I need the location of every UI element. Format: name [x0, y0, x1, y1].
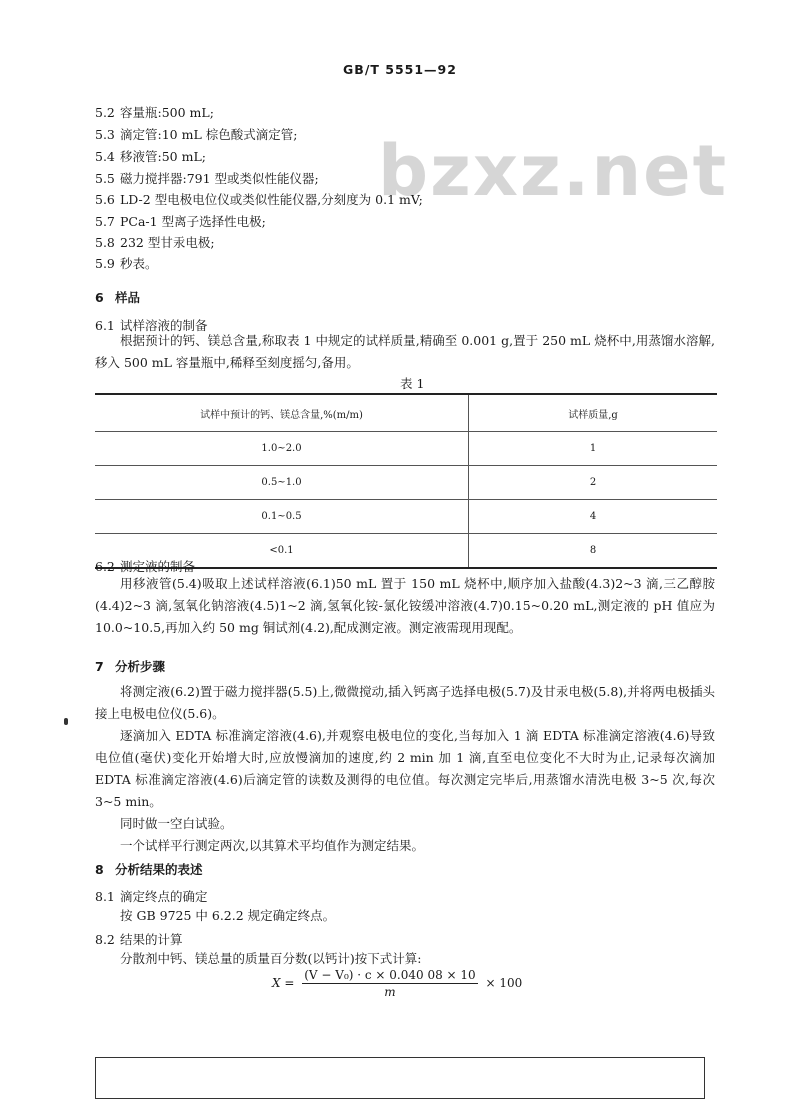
- section-heading-8: 8 分析结果的表述: [95, 862, 203, 877]
- table-header-content: 试样中预计的钙、镁总含量,%(m/m): [95, 394, 469, 432]
- formula-fraction: [302, 968, 477, 999]
- subsection-heading-6-2: 6.2 测定液的制备: [95, 559, 196, 574]
- paragraph-6-1: 根据预计的钙、镁总含量,称取表 1 中规定的试样质量,精确至 0.001 g,置于 250 mL 烧杯中,用蒸馏水溶解,移入 500 mL 容量瓶中,稀释至刻度摇匀,备用。: [95, 333, 715, 370]
- section-heading-7: 7 分析步骤: [95, 659, 166, 674]
- table-cell-range: 0.5~1.0: [95, 466, 469, 500]
- table-cell-range: 0.1~0.5: [95, 500, 469, 534]
- table-header-mass: 试样质量,g: [469, 394, 718, 432]
- table-cell-mass: 8: [469, 534, 718, 569]
- margin-mark: [64, 718, 68, 725]
- list-item: 5.6 LD-2 型电极电位仪或类似性能仪器,分刻度为 0.1 mV;: [95, 192, 423, 207]
- formula-denominator: m: [384, 985, 396, 999]
- table-row: [95, 500, 717, 534]
- watermark: bzxz.net: [378, 130, 729, 212]
- list-item: 5.7 PCa-1 型离子选择性电极;: [95, 214, 266, 229]
- subsection-heading-6-1: 6.1 试样溶液的制备: [95, 318, 208, 333]
- section-heading-6: 6 样品: [95, 290, 141, 305]
- table-header-row: [95, 394, 717, 432]
- paragraph-7: 将测定液(6.2)置于磁力搅拌器(5.5)上,微微搅动,插入钙离子选择电极(5.7)及甘汞电极(5.8),并将两电极插头接上电极电位仪(5.6)。 逐滴加入 EDTA 标准滴定溶液(4.6),并观察电极电位的变化,当每加入 1 滴 EDTA 标准滴定溶液(4.6)导致电位值(毫伏)变化开始增大时,应放慢滴加的速度,约 2 min 加 1 滴,直至电位变化不大时为止,记录每次滴加 EDTA 标准滴定溶液(4.6)后滴定管的读数及测得的电位值。每次测定完毕后,用蒸馏水清洗电极 3~5 次,每次 3~5 min。 同时做一空白试验。 一个试样平行测定两次,以其算术平均值作为测定结果。: [95, 684, 715, 853]
- formula-numerator: (V − V₀) · c × 0.040 08 × 10: [304, 968, 476, 982]
- table-caption: 表 1: [400, 376, 425, 391]
- list-item: 5.9 秒表。: [95, 256, 158, 271]
- table-1: [95, 393, 717, 569]
- list-item: 5.3 滴定管:10 mL 棕色酸式滴定管;: [95, 127, 298, 142]
- footer-frame: [95, 1057, 705, 1099]
- formula-rhs: × 100: [485, 976, 523, 990]
- list-item: 5.8 232 型甘汞电极;: [95, 235, 215, 250]
- table-cell-mass: 1: [469, 432, 718, 466]
- table-row: [95, 466, 717, 500]
- page-header: GB/T 5551—92: [343, 62, 457, 77]
- paragraph-6-2: 用移液管(5.4)吸取上述试样溶液(6.1)50 mL 置于 150 mL 烧杯中,顺序加入盐酸(4.3)2~3 滴,三乙醇胺(4.4)2~3 滴,氢氧化钠溶液(4.5)1~2 滴,氢氧化铵-氯化铵缓冲溶液(4.7)0.15~0.20 mL,测定液的 pH 值应为10.0~10.5,再加入约 50 mg 铜试剂(4.2),配成测定液。测定液需现用现配。: [95, 576, 715, 635]
- formula: [272, 968, 522, 999]
- list-item: 5.4 移液管:50 mL;: [95, 149, 206, 164]
- paragraph-8-1: 按 GB 9725 中 6.2.2 规定确定终点。: [120, 908, 336, 923]
- subsection-heading-8-1: 8.1 滴定终点的确定: [95, 889, 208, 904]
- paragraph-8-2: 分散剂中钙、镁总量的质量百分数(以钙计)按下式计算:: [120, 951, 422, 966]
- table-row: [95, 432, 717, 466]
- list-item: 5.5 磁力搅拌器:791 型或类似性能仪器;: [95, 171, 319, 186]
- formula-lhs: X =: [272, 976, 295, 990]
- subsection-heading-8-2: 8.2 结果的计算: [95, 932, 183, 947]
- table-cell-range: 1.0~2.0: [95, 432, 469, 466]
- table-cell-mass: 4: [469, 500, 718, 534]
- list-item: 5.2 容量瓶:500 mL;: [95, 105, 214, 120]
- table-cell-mass: 2: [469, 466, 718, 500]
- table-cell-range: <0.1: [95, 534, 469, 569]
